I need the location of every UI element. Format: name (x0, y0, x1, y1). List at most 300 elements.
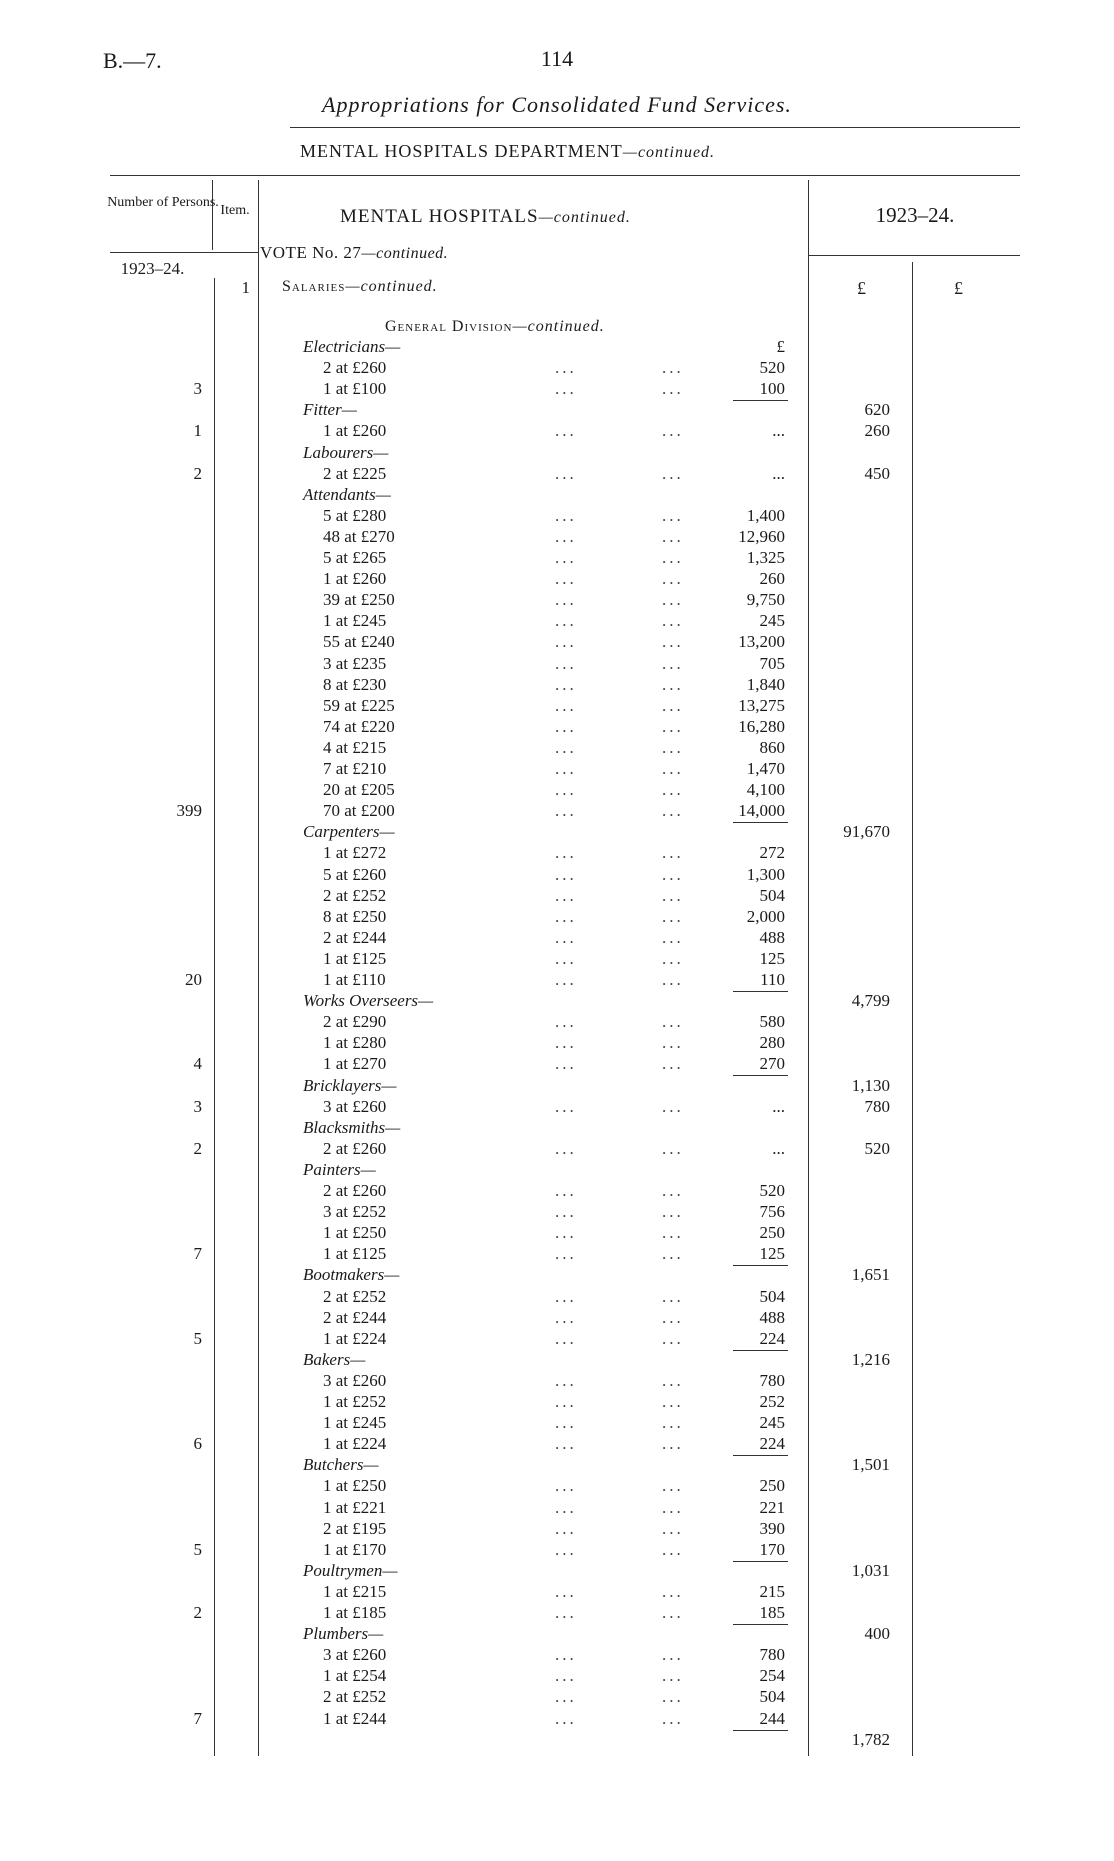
vote-continued: —continued. (361, 245, 449, 262)
rate-label: 1 at £260 (323, 421, 387, 441)
table-row (0, 1243, 1114, 1264)
rate-label: 1 at £170 (323, 1539, 387, 1559)
item-number: 1 (241, 278, 250, 297)
table-row (0, 526, 1114, 547)
line-amount: 250 (759, 1223, 785, 1243)
line-amount: 780 (759, 1645, 785, 1665)
pound-symbol-1: £ (857, 278, 866, 298)
table-row (0, 1264, 1114, 1285)
table-row (0, 1159, 1114, 1180)
line-amount: ... (772, 421, 785, 441)
leader-dots: ... (662, 1708, 684, 1728)
table-row (0, 631, 1114, 652)
category-total: 260 (864, 421, 890, 441)
table-row (0, 1602, 1114, 1623)
rate-label: 1 at £260 (323, 569, 387, 589)
category-label: Fitter— (303, 400, 357, 420)
category-total: 780 (864, 1096, 890, 1116)
subtitle-rule (290, 127, 1020, 128)
table-row (0, 1201, 1114, 1222)
line-amount: 221 (759, 1497, 785, 1517)
leader-dots: ... (662, 906, 684, 926)
line-amount: 9,750 (746, 590, 785, 610)
leader-dots: ... (555, 611, 577, 631)
leader-dots: ... (555, 1434, 577, 1454)
leader-dots: ... (555, 843, 577, 863)
line-amount: 260 (759, 569, 785, 589)
line-amount: 125 (759, 1244, 785, 1264)
line-amount: 245 (759, 1413, 785, 1433)
leader-dots: ... (662, 1033, 684, 1053)
table-row (0, 442, 1114, 463)
leader-dots: ... (662, 1181, 684, 1200)
table-row (0, 716, 1114, 737)
category-label: Carpenters— (303, 822, 395, 842)
rate-label: 1 at £100 (323, 379, 387, 399)
leader-dots: ... (555, 1708, 577, 1728)
leader-dots: ... (555, 948, 577, 968)
column-title-text: MENTAL HOSPITALS (340, 206, 539, 227)
table-row (0, 842, 1114, 863)
leader-dots: ... (555, 1497, 577, 1517)
leader-dots: ... (662, 948, 684, 968)
leader-dots: ... (662, 1666, 684, 1686)
rate-label: 74 at £220 (323, 716, 395, 736)
table-row (0, 948, 1114, 969)
persons-count: 5 (193, 1539, 202, 1559)
leader-dots: ... (555, 801, 577, 821)
table-row (0, 990, 1114, 1011)
leader-dots: ... (662, 927, 684, 947)
persons-count: 399 (176, 801, 202, 821)
leader-dots: ... (662, 1328, 684, 1348)
category-label: Works Overseers— (303, 991, 434, 1011)
table-row (0, 1286, 1114, 1307)
rate-label: 2 at £290 (323, 1012, 387, 1032)
rate-label: 5 at £260 (323, 864, 387, 884)
table-row (0, 378, 1114, 399)
leader-dots: ... (555, 1603, 577, 1622)
table-row (0, 1222, 1114, 1243)
rate-label: 20 at £205 (323, 780, 395, 800)
page-subtitle: Appropriations for Consolidated Fund Services. (322, 92, 792, 117)
category-total: 4,799 (851, 991, 890, 1011)
leader-dots: ... (662, 590, 684, 610)
leader-dots: ... (662, 759, 684, 778)
leader-dots: ... (662, 1138, 684, 1158)
category-total: 1,130 (851, 1075, 890, 1095)
rate-label: 4 at £215 (323, 737, 387, 757)
table-row (0, 1497, 1114, 1518)
category-total: 520 (864, 1138, 890, 1158)
category-total: 1,782 (851, 1729, 890, 1749)
leader-dots: ... (555, 885, 577, 905)
leader-dots: ... (662, 864, 684, 884)
line-amount: 860 (759, 737, 785, 757)
table-row (0, 1539, 1114, 1560)
category-total: 91,670 (843, 822, 890, 842)
line-amount: 185 (759, 1603, 785, 1622)
line-amount: 390 (759, 1518, 785, 1538)
category-total: 1,651 (851, 1265, 890, 1285)
rate-label: 3 at £252 (323, 1202, 387, 1222)
leader-dots: ... (662, 1286, 684, 1306)
leader-dots: ... (662, 1645, 684, 1665)
table-row (0, 1475, 1114, 1496)
persons-count: 6 (193, 1434, 202, 1454)
leader-dots: ... (555, 1012, 577, 1032)
table-row (0, 1096, 1114, 1117)
leader-dots: ... (662, 611, 684, 631)
table-row (0, 1518, 1114, 1539)
leader-dots: ... (662, 1054, 684, 1074)
leader-dots: ... (662, 1370, 684, 1390)
rate-label: 1 at £272 (323, 843, 387, 863)
rate-label: 1 at £280 (323, 1033, 387, 1053)
category-total: 400 (864, 1624, 890, 1644)
vote-number: VOTE No. 27 (260, 243, 362, 262)
page-number: 114 (540, 46, 574, 71)
line-amount: 250 (759, 1476, 785, 1496)
line-amount: 272 (759, 843, 785, 863)
table-top-rule (110, 175, 1020, 176)
table-row (0, 505, 1114, 526)
table-row (0, 674, 1114, 695)
persons-count: 4 (193, 1054, 202, 1074)
leader-dots: ... (555, 1645, 577, 1665)
column-title-continued: —continued. (538, 209, 631, 226)
rate-label: 70 at £200 (323, 801, 395, 821)
category-total: 1,031 (851, 1560, 890, 1580)
leader-dots: ... (555, 632, 577, 652)
rate-label: 1 at £244 (323, 1708, 387, 1728)
leader-dots: ... (662, 1202, 684, 1222)
line-amount: 1,325 (746, 548, 785, 567)
rate-label: 2 at £260 (323, 1138, 387, 1158)
column-title (340, 206, 631, 228)
general-division-continued: —continued. (512, 318, 605, 335)
line-amount: 504 (759, 1286, 785, 1306)
line-amount: 13,200 (738, 632, 785, 652)
category-label: Painters— (303, 1159, 376, 1179)
rate-label: 3 at £260 (323, 1370, 387, 1390)
leader-dots: ... (555, 1539, 577, 1559)
leader-dots: ... (662, 780, 684, 800)
leader-dots: ... (555, 569, 577, 589)
salaries-heading (282, 278, 438, 296)
rate-label: 55 at £240 (323, 632, 395, 652)
rate-label: 2 at £195 (323, 1518, 387, 1538)
rate-label: 2 at £225 (323, 463, 387, 483)
rate-label: 2 at £252 (323, 885, 387, 905)
line-amount: 12,960 (738, 526, 785, 546)
leader-dots: ... (555, 780, 577, 800)
rate-label: 1 at £245 (323, 1413, 387, 1433)
column-item: Item. (220, 203, 250, 218)
line-amount: 16,280 (738, 716, 785, 736)
leader-dots: ... (662, 885, 684, 905)
category-label: Butchers— (303, 1455, 379, 1475)
line-amount: 1,840 (746, 674, 785, 694)
leader-dots: ... (662, 716, 684, 736)
rate-label: 2 at £252 (323, 1286, 387, 1306)
leader-dots: ... (662, 463, 684, 483)
department-heading (300, 141, 715, 162)
category-label: Plumbers— (303, 1624, 384, 1644)
leader-dots: ... (555, 653, 577, 673)
leader-dots: ... (662, 1012, 684, 1032)
line-amount: 756 (759, 1202, 785, 1222)
leader-dots: ... (662, 1413, 684, 1433)
leader-dots: ... (555, 358, 577, 378)
table-row (0, 1138, 1114, 1159)
rate-label: 1 at £125 (323, 948, 387, 968)
table-row (0, 1454, 1114, 1475)
leader-dots: ... (662, 505, 684, 525)
line-amount: 270 (759, 1054, 785, 1074)
leader-dots: ... (662, 1539, 684, 1559)
vote-heading (260, 243, 448, 263)
leader-dots: ... (555, 674, 577, 694)
leader-dots: ... (555, 1096, 577, 1116)
leader-dots: ... (662, 1307, 684, 1327)
line-amount: ... (772, 1096, 785, 1116)
line-amount: 100 (759, 379, 785, 399)
table-row (0, 653, 1114, 674)
department-name: MENTAL HOSPITALS DEPARTMENT (300, 141, 623, 161)
leader-dots: ... (555, 548, 577, 567)
rate-label: 3 at £260 (323, 1096, 387, 1116)
table-row (0, 357, 1114, 378)
leader-dots: ... (662, 1603, 684, 1622)
leader-dots: ... (662, 1223, 684, 1243)
rate-label: 7 at £210 (323, 759, 387, 778)
leader-dots: ... (555, 1328, 577, 1348)
rate-label: 1 at £270 (323, 1054, 387, 1074)
rate-label: 2 at £244 (323, 1307, 387, 1327)
line-amount: 1,400 (746, 505, 785, 525)
leader-dots: ... (662, 1687, 684, 1707)
leader-dots: ... (662, 970, 684, 989)
leader-dots: ... (662, 1392, 684, 1411)
category-total: 1,501 (851, 1455, 890, 1475)
table-row (0, 547, 1114, 568)
rate-label: 3 at £260 (323, 1645, 387, 1665)
rate-label: 2 at £244 (323, 927, 387, 947)
table-row (0, 779, 1114, 800)
line-amount: 504 (759, 885, 785, 905)
line-amount: 488 (759, 927, 785, 947)
leader-dots: ... (555, 1392, 577, 1411)
general-division-text: General Division (385, 318, 513, 335)
leader-dots: ... (555, 526, 577, 546)
leader-dots: ... (555, 1054, 577, 1074)
category-label: Labourers— (303, 442, 389, 462)
column-year: 1923–24. (875, 203, 955, 227)
line-amount: 1,470 (746, 759, 785, 778)
document-code: B.—7. (103, 48, 162, 73)
leader-dots: ... (662, 1096, 684, 1116)
line-amount: £ (776, 337, 785, 356)
table-row (0, 1117, 1114, 1138)
line-amount: 13,275 (738, 695, 785, 715)
leader-dots: ... (662, 379, 684, 399)
leader-dots: ... (555, 1244, 577, 1264)
table-row (0, 399, 1114, 420)
line-amount: ... (772, 1138, 785, 1158)
line-amount: 125 (759, 948, 785, 968)
leader-dots: ... (662, 526, 684, 546)
leader-dots: ... (555, 695, 577, 715)
leader-dots: ... (662, 1497, 684, 1517)
leader-dots: ... (662, 1476, 684, 1496)
persons-count: 1 (193, 421, 202, 441)
leader-dots: ... (555, 1286, 577, 1306)
category-total: 1,216 (851, 1349, 890, 1369)
leader-dots: ... (555, 1370, 577, 1390)
line-amount: 14,000 (738, 801, 785, 821)
line-amount: 280 (759, 1033, 785, 1053)
category-total: 620 (864, 400, 890, 420)
table-row (0, 1686, 1114, 1707)
table-row (0, 336, 1114, 357)
leader-dots: ... (555, 759, 577, 778)
rate-label: 1 at £185 (323, 1603, 387, 1622)
leader-dots: ... (555, 463, 577, 483)
table-row (0, 589, 1114, 610)
category-label: Electricians— (303, 337, 401, 356)
leader-dots: ... (662, 737, 684, 757)
leader-dots: ... (555, 1476, 577, 1496)
header-rule-left (110, 252, 258, 253)
line-amount: 254 (759, 1666, 785, 1686)
persons-year-label: 1923–24. (120, 259, 185, 278)
table-row (0, 969, 1114, 990)
line-amount: 2,000 (746, 906, 785, 926)
line-amount: 504 (759, 1687, 785, 1707)
rate-label: 1 at £224 (323, 1434, 387, 1454)
table-row (0, 1307, 1114, 1328)
table-row (0, 568, 1114, 589)
line-amount: 4,100 (746, 780, 785, 800)
leader-dots: ... (662, 1518, 684, 1538)
leader-dots: ... (662, 358, 684, 378)
line-amount: 780 (759, 1370, 785, 1390)
rate-label: 1 at £221 (323, 1497, 387, 1517)
table-row (0, 885, 1114, 906)
rate-label: 2 at £260 (323, 1181, 387, 1200)
persons-count: 5 (193, 1328, 202, 1348)
table-row (0, 1075, 1114, 1096)
table-row (0, 1053, 1114, 1074)
persons-count: 2 (193, 1138, 202, 1158)
rate-label: 1 at £110 (323, 970, 386, 989)
table-row (0, 1370, 1114, 1391)
leader-dots: ... (662, 1434, 684, 1454)
line-amount: 488 (759, 1307, 785, 1327)
line-amount: 520 (759, 1181, 785, 1200)
leader-dots: ... (555, 1307, 577, 1327)
leader-dots: ... (555, 1033, 577, 1053)
salaries-continued: —continued. (345, 278, 438, 295)
leader-dots: ... (555, 1223, 577, 1243)
category-label: Attendants— (303, 484, 391, 504)
rate-label: 2 at £252 (323, 1687, 387, 1707)
leader-dots: ... (555, 1666, 577, 1686)
table-row (0, 1433, 1114, 1454)
leader-dots: ... (662, 674, 684, 694)
leader-dots: ... (555, 864, 577, 884)
rate-label: 1 at £224 (323, 1328, 387, 1348)
table-row (0, 1391, 1114, 1412)
persons-count: 2 (193, 463, 202, 483)
leader-dots: ... (555, 1202, 577, 1222)
category-total: 450 (864, 463, 890, 483)
table-row (0, 1665, 1114, 1686)
table-row (0, 1328, 1114, 1349)
leader-dots: ... (555, 970, 577, 989)
table-row (0, 1708, 1114, 1729)
rate-label: 1 at £254 (323, 1666, 387, 1686)
leader-dots: ... (555, 1138, 577, 1158)
line-amount: 580 (759, 1012, 785, 1032)
leader-dots: ... (662, 843, 684, 863)
table-row (0, 463, 1114, 484)
column-number-of-persons: Number of Persons. (107, 195, 219, 210)
leader-dots: ... (555, 1581, 577, 1601)
line-amount: 252 (759, 1392, 785, 1411)
persons-count: 20 (185, 970, 202, 989)
persons-count: 3 (193, 379, 202, 399)
table-row (0, 610, 1114, 631)
rate-label: 8 at £230 (323, 674, 387, 694)
category-label: Bricklayers— (303, 1075, 397, 1095)
leader-dots: ... (662, 632, 684, 652)
rate-label: 5 at £265 (323, 548, 387, 567)
leader-dots: ... (555, 1687, 577, 1707)
rate-label: 8 at £250 (323, 906, 387, 926)
line-amount: 224 (759, 1328, 785, 1348)
rate-label: 1 at £125 (323, 1244, 387, 1264)
category-label: Bakers— (303, 1349, 366, 1369)
rate-label: 1 at £215 (323, 1581, 387, 1601)
line-amount: 110 (760, 970, 785, 989)
table-row (0, 927, 1114, 948)
line-amount: 245 (759, 611, 785, 631)
leader-dots: ... (555, 1518, 577, 1538)
rate-label: 1 at £250 (323, 1476, 387, 1496)
pound-symbol-2: £ (954, 278, 963, 298)
rate-label: 3 at £235 (323, 653, 387, 673)
category-label: Blacksmiths— (303, 1117, 401, 1137)
line-amount: 705 (759, 653, 785, 673)
table-row (0, 1623, 1114, 1644)
header-rule-right (808, 255, 1020, 256)
salaries-text: Salaries (282, 278, 346, 295)
line-amount: 520 (759, 358, 785, 378)
rate-label: 1 at £250 (323, 1223, 387, 1243)
leader-dots: ... (662, 548, 684, 567)
table-row (0, 758, 1114, 779)
table-row (0, 821, 1114, 842)
table-row (0, 1644, 1114, 1665)
department-continued: —continued. (622, 144, 716, 161)
leader-dots: ... (555, 716, 577, 736)
table-row (0, 1412, 1114, 1433)
table-row (0, 737, 1114, 758)
leader-dots: ... (662, 801, 684, 821)
leader-dots: ... (555, 1413, 577, 1433)
